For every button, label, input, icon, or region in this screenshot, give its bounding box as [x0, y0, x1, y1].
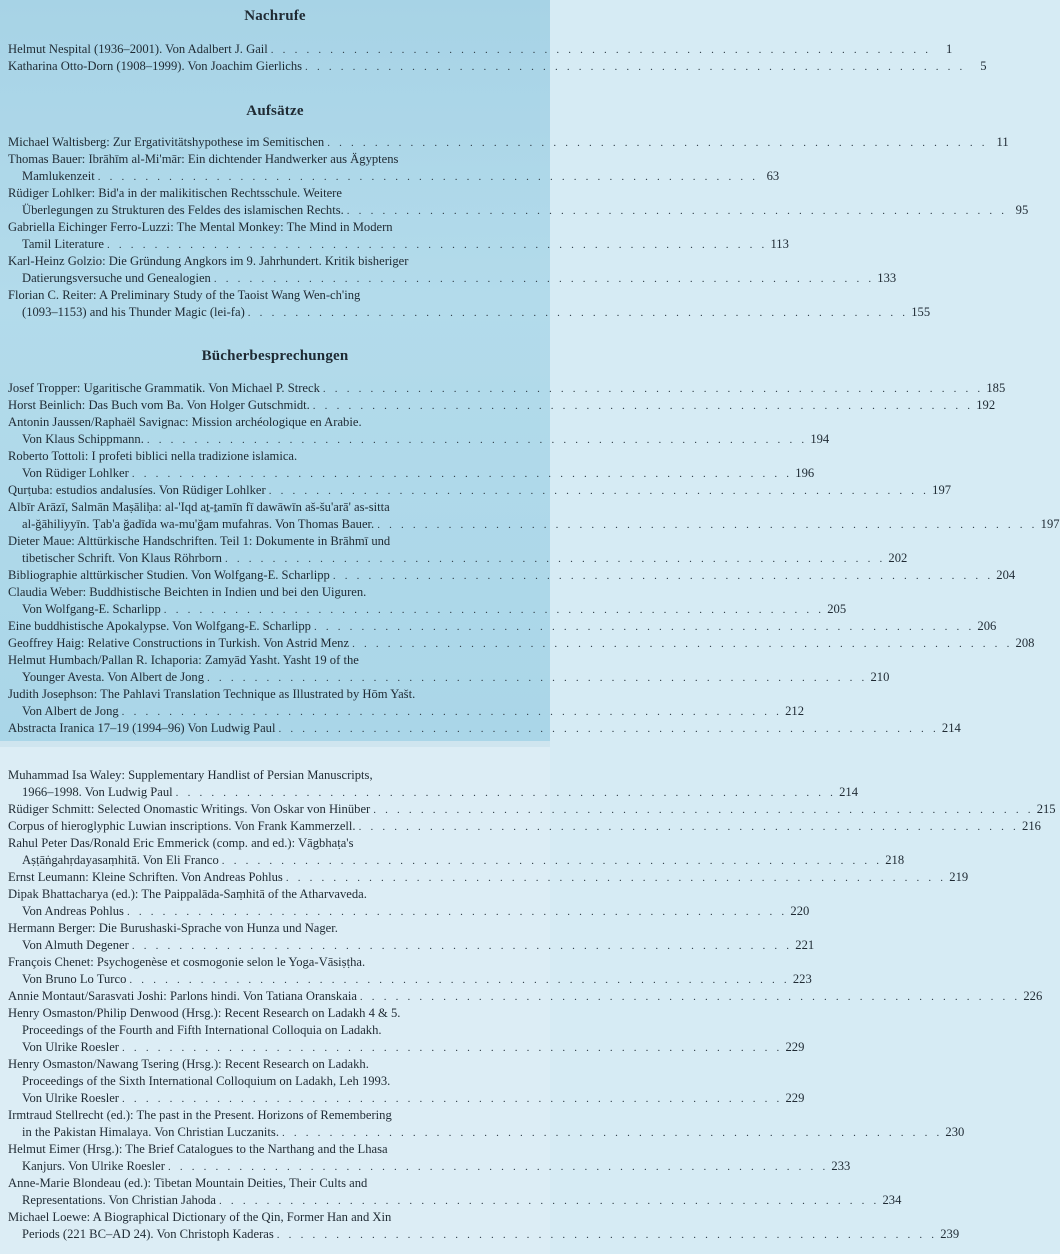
- dot-leader: . . . . . . . . . . . . . . . . . . . . . . . . . . . . . . . . . . . . . . . . . . . . . . . . . . . . . . . .: [122, 1093, 783, 1105]
- toc-line: [8, 431, 830, 448]
- dot-leader: . . . . . . . . . . . . . . . . . . . . . . . . . . . . . . . . . . . . . . . . . . . . . . . . . . . . . . . .: [121, 706, 783, 718]
- dot-leader: . . . . . . . . . . . . . . . . . . . . . . . . . . . . . . . . . . . . . . . . . . . . . . . . . . . . . . . .: [126, 906, 788, 918]
- toc-entry: [8, 253, 897, 287]
- toc-entry-text: Qurṭuba: estudios andalusíes. Von Rüdiger Lohlker: [8, 483, 266, 497]
- page-number: 219: [949, 870, 969, 884]
- toc-entry: [8, 818, 1041, 835]
- dot-leader: . . . . . . . . . . . . . . . . . . . . . . . . . . . . . . . . . . . . . . . . . . . . . . . . . . . . . . . .: [207, 672, 868, 684]
- dot-leader: . . . . . . . . . . . . . . . . . . . . . . . . . . . . . . . . . . . . . . . . . . . . . . . . . . . . . . . .: [312, 400, 974, 412]
- page-number: 212: [785, 704, 805, 718]
- dot-leader: . . . . . . . . . . . . . . . . . . . . . . . . . . . . . . . . . . . . . . . . . . . . . . . . . . . . . . . .: [175, 787, 837, 799]
- page-number: 194: [810, 432, 830, 446]
- toc-entry: [8, 886, 810, 920]
- toc-line: [8, 635, 1035, 652]
- toc-entry: [8, 185, 1029, 219]
- toc-entry-text: Von Rüdiger Lohlker: [22, 466, 129, 480]
- toc-entry: [8, 618, 997, 635]
- dot-leader: . . . . . . . . . . . . . . . . . . . . . . . . . . . . . . . . . . . . . . . . . . . . . . . . . . . . . . . .: [163, 604, 825, 616]
- dot-leader: . . . . . . . . . . . . . . . . . . . . . . . . . . . . . . . . . . . . . . . . . . . . . . . . . . . . . . . .: [359, 991, 1021, 1003]
- dot-leader: . . . . . . . . . . . . . . . . . . . . . . . . . . . . . . . . . . . . . . . . . . . . . . . . . . . . . . . .: [221, 855, 883, 867]
- dot-leader: . . . . . . . . . . . . . . . . . . . . . . . . . . . . . . . . . . . . . . . . . . . . . . . . . . . . . . . .: [131, 468, 793, 480]
- dot-leader: . . . . . . . . . . . . . . . . . . . . . . . . . . . . . . . . . . . . . . . . . . . . . . . . . . . . . . . .: [167, 1161, 829, 1173]
- page-number: 197: [1040, 517, 1060, 531]
- toc-line: [8, 937, 815, 954]
- toc-entry: [8, 1209, 960, 1243]
- toc-entry-text: in the Pakistan Himalaya. Von Christian Luczanits.: [22, 1125, 279, 1139]
- toc-line: [8, 971, 812, 988]
- toc-entry-text: Bibliographie alttürkischer Studien. Von Wolfgang-E. Scharlipp: [8, 568, 330, 582]
- toc-line: [8, 1141, 548, 1158]
- toc-entry: [8, 567, 1016, 584]
- toc-entry-text: Helmut Eimer (Hrsg.): The Brief Catalogues to the Narthang and the Lhasa: [8, 1142, 388, 1156]
- toc-entry-text: Corpus of hieroglyphic Luwian inscriptions. Von Frank Kammerzell.: [8, 819, 356, 833]
- toc-entry: [8, 920, 815, 954]
- dot-leader: . . . . . . . . . . . . . . . . . . . . . . . . . . . . . . . . . . . . . . . . . . . . . . . . . . . . . . . .: [268, 485, 930, 497]
- toc-line: [8, 567, 1016, 584]
- toc-entry-text: Von Andreas Pohlus: [22, 904, 124, 918]
- dot-leader: . . . . . . . . . . . . . . . . . . . . . . . . . . . . . . . . . . . . . . . . . . . . . . . . . . . . . . . .: [281, 1127, 943, 1139]
- toc-line: [8, 41, 953, 58]
- toc-line: [8, 920, 548, 937]
- toc-entry: [8, 720, 961, 737]
- toc-line: [8, 516, 1060, 533]
- toc-entry-text: Dieter Maue: Alttürkische Handschriften. Teil 1: Dokumente in Brāhmī und: [8, 534, 391, 548]
- page-number: 113: [770, 237, 789, 251]
- page-number: 95: [1015, 203, 1029, 217]
- dot-leader: . . . . . . . . . . . . . . . . . . . . . . . . . . . . . . . . . . . . . . . . . . . . . . . . . . . . . . . .: [352, 638, 1013, 650]
- toc-line: [8, 852, 905, 869]
- page-number: 202: [888, 551, 908, 565]
- toc-line: [8, 134, 1009, 151]
- dot-leader: . . . . . . . . . . . . . . . . . . . . . . . . . . . . . . . . . . . . . . . . . . . . . . . . . . . . . . . .: [346, 205, 1008, 217]
- toc-line: [8, 380, 1006, 397]
- toc-entry-text: Horst Beinlich: Das Buch vom Ba. Von Holger Gutschmidt.: [8, 398, 310, 412]
- toc-entry-text: Josef Tropper: Ugaritische Grammatik. Von Michael P. Streck: [8, 381, 320, 395]
- toc-line: [8, 1226, 960, 1243]
- toc-entry: [8, 1175, 902, 1209]
- toc-entry: [8, 988, 1043, 1005]
- dot-leader: . . . . . . . . . . . . . . . . . . . . . . . . . . . . . . . . . . . . . . . . . . . . . . . . . . . . . . . .: [322, 383, 984, 395]
- section-title-aufsaetze: Aufsätze: [246, 103, 304, 119]
- toc-entry: [8, 584, 847, 618]
- toc-line: [8, 1039, 805, 1056]
- page-number: 1: [945, 42, 953, 56]
- section-title-nachrufe: Nachrufe: [244, 8, 306, 24]
- page-number: 133: [877, 271, 897, 285]
- toc-line: [8, 1090, 805, 1107]
- dot-leader: . . . . . . . . . . . . . . . . . . . . . . . . . . . . . . . . . . . . . . . . . . . . . . . . . . . . . . . .: [358, 821, 1020, 833]
- page-number: 220: [790, 904, 810, 918]
- page-number: 214: [941, 721, 961, 735]
- dot-leader: . . . . . . . . . . . . . . . . . . . . . . . . . . . . . . . . . . . . . . . . . . . . . . . . . . . . . . . .: [224, 553, 886, 565]
- toc-entry: [8, 414, 830, 448]
- toc-entry-text: Hermann Berger: Die Burushaski-Sprache von Hunza und Nager.: [8, 921, 338, 935]
- toc-line: [8, 1124, 965, 1141]
- toc-line: [8, 954, 548, 971]
- toc-line: [8, 287, 548, 304]
- toc-line: [8, 1175, 548, 1192]
- toc-entry-text: Irmtraud Stellrecht (ed.): The past in the Present. Horizons of Remembering: [8, 1108, 392, 1122]
- toc-entry-text: Von Albert de Jong: [22, 704, 119, 718]
- toc-line: [8, 886, 548, 903]
- toc-entry-text: Rüdiger Schmitt: Selected Onomastic Writings. Von Oskar von Hinüber: [8, 802, 371, 816]
- toc-entry: [8, 686, 805, 720]
- page-number: 223: [792, 972, 812, 986]
- toc-line: [8, 151, 548, 168]
- page-number: 206: [977, 619, 997, 633]
- dot-leader: . . . . . . . . . . . . . . . . . . . . . . . . . . . . . . . . . . . . . . . . . . . . . . . . . . . . . . . .: [373, 804, 1034, 816]
- toc-line: [8, 818, 1041, 835]
- page-number: 63: [766, 169, 780, 183]
- toc-entry-text: al-ğāhiliyyīn. Ṭab'a ğadīda wa-mu'ğam mufahras. Von Thomas Bauer.: [22, 517, 375, 531]
- toc-entry-text: Periods (221 BC–AD 24). Von Christoph Kaderas: [22, 1227, 274, 1241]
- toc-entry-text: Dipak Bhattacharya (ed.): The Paippalāda-Saṃhitā of the Atharvaveda.: [8, 887, 367, 901]
- dot-leader: . . . . . . . . . . . . . . . . . . . . . . . . . . . . . . . . . . . . . . . . . . . . . . . . . . . . . . . .: [97, 171, 759, 183]
- toc-line: [8, 1022, 548, 1039]
- toc-entry: [8, 635, 1035, 652]
- section-title-buecher: Bücherbesprechungen: [201, 348, 349, 364]
- toc-entry-text: Aṣṭāṅgahṛdayasaṃhitā. Von Eli Franco: [22, 853, 219, 867]
- toc-line: [8, 550, 908, 567]
- toc-line: [8, 720, 961, 737]
- toc-entry: [8, 767, 859, 801]
- toc-line: [8, 397, 996, 414]
- page-number: 205: [827, 602, 847, 616]
- dot-leader: . . . . . . . . . . . . . . . . . . . . . . . . . . . . . . . . . . . . . . . . . . . . . . . . . . . . . . . .: [131, 940, 793, 952]
- toc-line: [8, 185, 548, 202]
- toc-entry: [8, 151, 780, 185]
- toc-entry-text: Proceedings of the Sixth International Colloquium on Ladakh, Leh 1993.: [22, 1074, 391, 1088]
- toc-entry-text: Überlegungen zu Strukturen des Feldes des islamischen Rechts.: [22, 203, 344, 217]
- toc-entry-text: 1966–1998. Von Ludwig Paul: [22, 785, 173, 799]
- toc-line: [8, 652, 548, 669]
- toc-entry-text: Von Ulrike Roesler: [22, 1091, 120, 1105]
- dot-leader: . . . . . . . . . . . . . . . . . . . . . . . . . . . . . . . . . . . . . . . . . . . . . . . . . . . . . . . .: [146, 434, 808, 446]
- toc-entry-text: Von Klaus Schippmann.: [22, 432, 144, 446]
- toc-line: [8, 988, 1043, 1005]
- toc-entry-text: Mamlukenzeit: [22, 169, 95, 183]
- toc-entry-text: Anne-Marie Blondeau (ed.): Tibetan Mountain Deities, Their Cults and: [8, 1176, 368, 1190]
- toc-entry: [8, 1107, 965, 1141]
- toc-entry: [8, 380, 1006, 397]
- page-number: 5: [980, 59, 987, 73]
- toc-entry: [8, 397, 996, 414]
- toc-entry-text: Von Almuth Degener: [22, 938, 129, 952]
- toc-entry-text: Karl-Heinz Golzio: Die Gründung Angkors im 9. Jahrhundert. Kritik bisheriger: [8, 254, 409, 268]
- toc-entry-text: Von Ulrike Roesler: [22, 1040, 120, 1054]
- toc-line: [8, 465, 815, 482]
- toc-entry-text: Florian C. Reiter: A Preliminary Study of the Taoist Wang Wen-ch'ing: [8, 288, 361, 302]
- page-number: 210: [870, 670, 890, 684]
- dot-leader: . . . . . . . . . . . . . . . . . . . . . . . . . . . . . . . . . . . . . . . . . . . . . . . . . . . . . . . .: [270, 44, 932, 56]
- toc-line: [8, 1056, 548, 1073]
- toc-entry: [8, 58, 987, 75]
- toc-line: [8, 253, 548, 270]
- page-number: 216: [1022, 819, 1041, 833]
- dot-leader: . . . . . . . . . . . . . . . . . . . . . . . . . . . . . . . . . . . . . . . . . . . . . . . . . . . . . . . .: [129, 974, 790, 986]
- toc-entry-text: Albīr Arāzī, Salmān Maṣāliḥa: al-'Iqd aṯ-ṯamīn fī dawāwīn aš-šu'arā' as-sitta: [8, 500, 390, 514]
- toc-line: [8, 835, 548, 852]
- page-number: 185: [986, 381, 1006, 395]
- toc-line: [8, 703, 805, 720]
- toc-line: [8, 801, 1056, 818]
- dot-leader: . . . . . . . . . . . . . . . . . . . . . . . . . . . . . . . . . . . . . . . . . . . . . . . . . . . . . . . .: [276, 1229, 938, 1241]
- toc-line: [8, 448, 548, 465]
- toc-line: [8, 1073, 548, 1090]
- toc-line: [8, 584, 548, 601]
- toc-entry: [8, 1056, 805, 1107]
- toc-line: [8, 533, 548, 550]
- toc-entry-text: Gabriella Eichinger Ferro-Luzzi: The Mental Monkey: The Mind in Modern: [8, 220, 393, 234]
- toc-entry-text: Von Bruno Lo Turco: [22, 972, 127, 986]
- page-number: 215: [1036, 802, 1056, 816]
- page-number: 230: [945, 1125, 965, 1139]
- toc-line: [8, 686, 548, 703]
- toc-entry: [8, 835, 905, 869]
- toc-entry-text: Rüdiger Lohlker: Bid'a in der malikitischen Rechtsschule. Weitere: [8, 186, 342, 200]
- toc-entry: [8, 499, 1060, 533]
- page-number: 226: [1023, 989, 1043, 1003]
- toc-line: [8, 482, 952, 499]
- dot-leader: . . . . . . . . . . . . . . . . . . . . . . . . . . . . . . . . . . . . . . . . . . . . . . . . . . . . . . . .: [213, 273, 875, 285]
- dot-leader: . . . . . . . . . . . . . . . . . . . . . . . . . . . . . . . . . . . . . . . . . . . . . . . . . . . . . . . .: [122, 1042, 783, 1054]
- toc-entry-text: Annie Montaut/Sarasvati Joshi: Parlons hindi. Von Tatiana Oranskaia: [8, 989, 357, 1003]
- toc-entry: [8, 801, 1056, 818]
- toc-entry-text: Kanjurs. Von Ulrike Roesler: [22, 1159, 165, 1173]
- toc-entry-text: Michael Waltisberg: Zur Ergativitätshypothese im Semitischen: [8, 135, 325, 149]
- toc-line: [8, 236, 789, 253]
- toc-entry-text: Judith Josephson: The Pahlavi Translation Technique as Illustrated by Hōm Yašt.: [8, 687, 416, 701]
- toc-entry: [8, 652, 890, 686]
- toc-line: [8, 1005, 548, 1022]
- toc-line: [8, 219, 548, 236]
- toc-line: [8, 202, 1029, 219]
- toc-entry-text: Muhammad Isa Waley: Supplementary Handlist of Persian Manuscripts,: [8, 768, 373, 782]
- page-number: 233: [831, 1159, 851, 1173]
- dot-leader: . . . . . . . . . . . . . . . . . . . . . . . . . . . . . . . . . . . . . . . . . . . . . . . . . . . . . . . .: [285, 872, 947, 884]
- toc-line: [8, 1192, 902, 1209]
- toc-line: [8, 601, 847, 618]
- toc-line: [8, 1107, 548, 1124]
- toc-entry: [8, 287, 931, 321]
- toc-entry-text: tibetischer Schrift. Von Klaus Röhrborn: [22, 551, 222, 565]
- toc-entry: [8, 448, 815, 482]
- toc-line: [8, 1209, 548, 1226]
- page-number: 234: [882, 1193, 902, 1207]
- toc-entry-text: Katharina Otto-Dorn (1908–1999). Von Joachim Gierlichs: [8, 59, 303, 73]
- toc-line: [8, 304, 931, 321]
- toc-entry: [8, 482, 952, 499]
- page-number: 196: [795, 466, 815, 480]
- toc-entry-text: Roberto Tottoli: I profeti biblici nella tradizione islamica.: [8, 449, 298, 463]
- toc-entry-text: Datierungsversuche und Genealogien: [22, 271, 211, 285]
- toc-line: [8, 669, 890, 686]
- toc-line: [8, 168, 780, 185]
- dot-leader: . . . . . . . . . . . . . . . . . . . . . . . . . . . . . . . . . . . . . . . . . . . . . . . . . . . . . . . .: [377, 519, 1038, 531]
- toc-entry: [8, 41, 953, 58]
- toc-entry-text: Eine buddhistische Apokalypse. Von Wolfgang-E. Scharlipp: [8, 619, 311, 633]
- toc-entry-text: Helmut Nespital (1936–2001). Von Adalbert J. Gail: [8, 42, 268, 56]
- page-number: 221: [795, 938, 815, 952]
- toc-entry-text: Abstracta Iranica 17–19 (1994–96) Von Ludwig Paul: [8, 721, 276, 735]
- page-number: 192: [976, 398, 996, 412]
- page-number: 239: [940, 1227, 960, 1241]
- page-number: 214: [839, 785, 859, 799]
- toc-entry-text: Henry Osmaston/Philip Denwood (Hrsg.): Recent Research on Ladakh 4 & 5.: [8, 1006, 401, 1020]
- toc-entry-text: Geoffrey Haig: Relative Constructions in Turkish. Von Astrid Menz: [8, 636, 350, 650]
- toc-entry-text: Rahul Peter Das/Ronald Eric Emmerick (comp. and ed.): Vāgbhaṭa's: [8, 836, 354, 850]
- toc-entry-text: François Chenet: Psychogenèse et cosmogonie selon le Yoga-Vāsiṣṭha.: [8, 955, 366, 969]
- toc-entry-text: Thomas Bauer: Ibrāhīm al-Mi'mār: Ein dichtender Handwerker aus Ägyptens: [8, 152, 399, 166]
- page-number: 11: [996, 135, 1009, 149]
- toc-line: [8, 618, 997, 635]
- toc-line: [8, 270, 897, 287]
- toc-entry-text: Tamil Literature: [22, 237, 104, 251]
- toc-entry: [8, 1005, 805, 1056]
- toc-entry: [8, 219, 789, 253]
- dot-leader: . . . . . . . . . . . . . . . . . . . . . . . . . . . . . . . . . . . . . . . . . . . . . . . . . . . . . . . .: [107, 239, 768, 251]
- toc-entry-text: Antonin Jaussen/Raphaël Savignac: Mission archéologique en Arabie.: [8, 415, 362, 429]
- toc-line: [8, 767, 548, 784]
- toc-line: [8, 903, 810, 920]
- dot-leader: . . . . . . . . . . . . . . . . . . . . . . . . . . . . . . . . . . . . . . . . . . . . . . . . . . . . . . . .: [332, 570, 994, 582]
- toc-entry-text: Claudia Weber: Buddhistische Beichten in Indien und bei den Uiguren.: [8, 585, 367, 599]
- toc-entry-text: Helmut Humbach/Pallan R. Ichaporia: Zamyād Yasht. Yasht 19 of the: [8, 653, 359, 667]
- toc-entry-text: Representations. Von Christian Jahoda: [22, 1193, 217, 1207]
- toc-entry: [8, 954, 812, 988]
- toc-entry-text: Proceedings of the Fourth and Fifth International Colloquia on Ladakh.: [22, 1023, 382, 1037]
- toc-entry-text: Von Wolfgang-E. Scharlipp: [22, 602, 161, 616]
- toc-line: [8, 784, 859, 801]
- toc-entry-text: Henry Osmaston/Nawang Tsering (Hrsg.): Recent Research on Ladakh.: [8, 1057, 369, 1071]
- dot-leader: . . . . . . . . . . . . . . . . . . . . . . . . . . . . . . . . . . . . . . . . . . . . . . . . . . . . . . . .: [313, 621, 975, 633]
- toc-line: [8, 1158, 851, 1175]
- toc-line: [8, 869, 969, 886]
- page-number: 229: [785, 1040, 805, 1054]
- toc-entry-text: Younger Avesta. Von Albert de Jong: [22, 670, 205, 684]
- toc-entry-text: Ernst Leumann: Kleine Schriften. Von Andreas Pohlus: [8, 870, 283, 884]
- toc-entry-text: (1093–1153) and his Thunder Magic (lei-fa): [22, 305, 245, 319]
- toc-entry: [8, 533, 908, 567]
- page-number: 155: [911, 305, 931, 319]
- page-number: 218: [885, 853, 905, 867]
- page-number: 204: [996, 568, 1016, 582]
- toc-entry-text: Michael Loewe: A Biographical Dictionary of the Qin, Former Han and Xin: [8, 1210, 392, 1224]
- toc-entry: [8, 134, 1009, 151]
- dot-leader: . . . . . . . . . . . . . . . . . . . . . . . . . . . . . . . . . . . . . . . . . . . . . . . . . . . . . . . .: [219, 1195, 880, 1207]
- dot-leader: . . . . . . . . . . . . . . . . . . . . . . . . . . . . . . . . . . . . . . . . . . . . . . . . . . . . . . . .: [247, 307, 909, 319]
- dot-leader: . . . . . . . . . . . . . . . . . . . . . . . . . . . . . . . . . . . . . . . . . . . . . . . . . . . . . . . .: [278, 723, 939, 735]
- page-number: 208: [1015, 636, 1035, 650]
- dot-leader: . . . . . . . . . . . . . . . . . . . . . . . . . . . . . . . . . . . . . . . . . . . . . . . . . . . . . . . .: [305, 61, 966, 73]
- page-number: 229: [785, 1091, 805, 1105]
- page-number: 197: [932, 483, 952, 497]
- toc-line: [8, 414, 548, 431]
- toc-entry: [8, 1141, 851, 1175]
- toc-entry: [8, 869, 969, 886]
- toc-line: [8, 58, 987, 75]
- toc-line: [8, 499, 548, 516]
- dot-leader: . . . . . . . . . . . . . . . . . . . . . . . . . . . . . . . . . . . . . . . . . . . . . . . . . . . . . . . .: [327, 137, 988, 149]
- scan-seam: [0, 741, 550, 747]
